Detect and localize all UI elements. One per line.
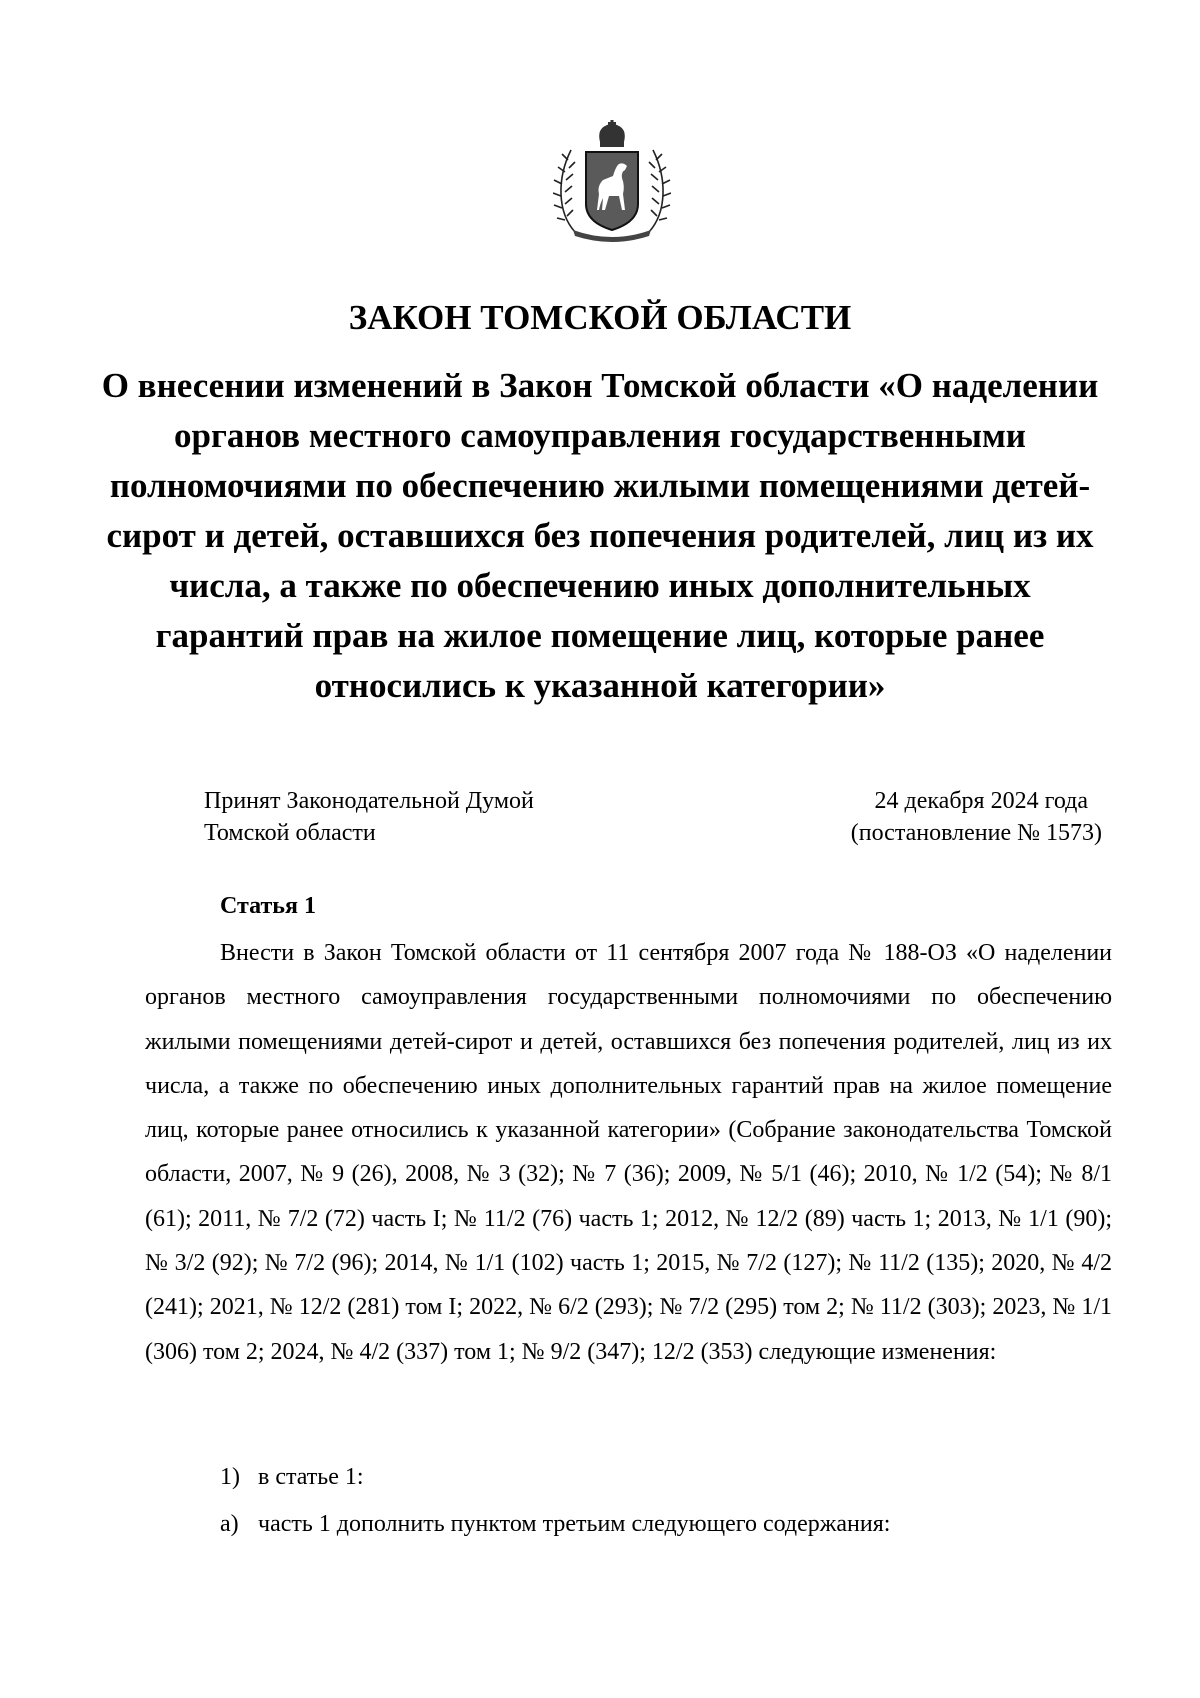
article-heading: Статья 1: [220, 893, 316, 919]
adoption-date-block: [851, 785, 1102, 849]
adoption-body-line2: Томской области: [204, 820, 376, 846]
law-title: ЗАКОН ТОМСКОЙ ОБЛАСТИ: [348, 298, 852, 337]
tomsk-oblast-coat-of-arms-icon: [553, 120, 671, 244]
list-item-text: в статье 1:: [258, 1464, 364, 1490]
list-item: [220, 1509, 890, 1539]
article-paragraph: Внести в Закон Томской области от 11 сентября 2007 года № 188-ОЗ «О наделении органов местного самоуправления государственными полномочиями по обеспечению жилыми помещениями детей-сирот и детей, оставшихся без попечения родителей, лиц из их числа, а также по обеспечению иных дополнительных гарантий прав на жилое помещение лиц, которые ранее относились к указанной категории» (Собрание законодательства Томской области, 2007, № 9 (26), 2008, № 3 (32); № 7 (36); 2009, № 5/1 (46); 2010, № 1/2 (54); № 8/1 (61); 2011, № 7/2 (72) часть I; № 11/2 (76) часть 1; 2012, № 12/2 (89) часть 1; 2013, № 1/1 (90); № 3/2 (92); № 7/2 (96); 2014, № 1/1 (102) часть 1; 2015, № 7/2 (127); № 11/2 (135); 2020, № 4/2 (241); 2021, № 12/2 (281) том I; 2022, № 6/2 (293); № 7/2 (295) том 2; № 11/2 (303); 2023, № 1/1 (306) том 2; 2024, № 4/2 (337) том 1; № 9/2 (347); 12/2 (353) следующие изменения:: [145, 940, 1112, 1365]
list-item: [220, 1462, 364, 1492]
list-item-number: 1): [220, 1464, 240, 1490]
adoption-date: 24 декабря 2024 года: [874, 788, 1088, 814]
adoption-resolution: (постановление № 1573): [850, 820, 1102, 846]
list-item-text: часть 1 дополнить пунктом третьим следующего содержания:: [258, 1511, 891, 1537]
adoption-body: [204, 785, 534, 849]
law-subtitle: О внесении изменений в Закон Томской области «О наделении органов местного самоуправления государственными полномочиями по обеспечению жилыми помещениями детей-сирот и детей, оставшихся без попечения родителей, лиц из их числа, а также по обеспечению иных дополнительных гарантий прав на жилое помещение лиц, которые ранее относились к указанной категории»: [101, 366, 1099, 705]
adoption-body-line1: Принят Законодательной Думой: [204, 788, 534, 814]
list-item-number: а): [220, 1511, 239, 1537]
